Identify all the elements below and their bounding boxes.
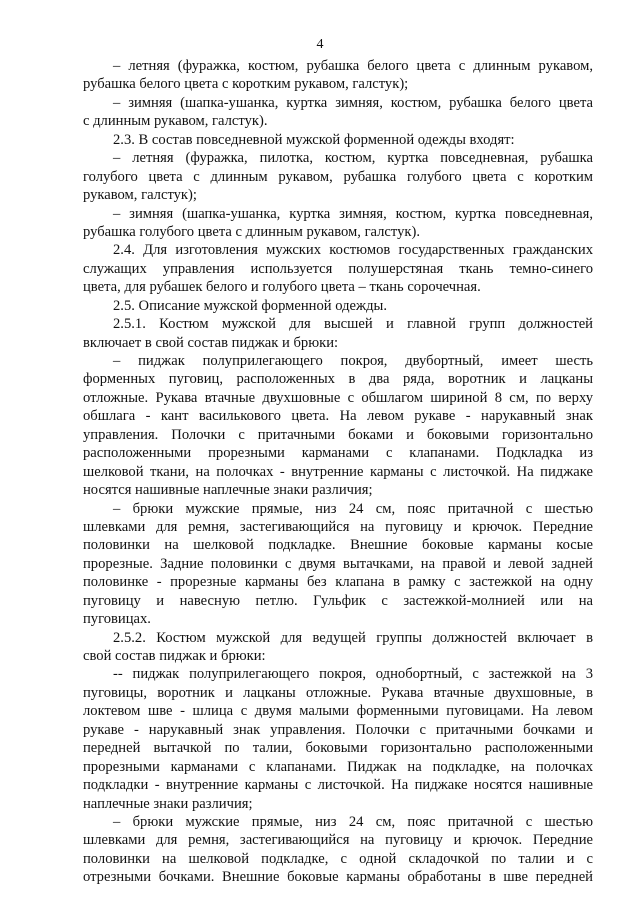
text-line: отложные. Рукава втачные двухшовные с обшлагом шириной 8 см, по верху [83, 389, 593, 406]
text-line: шлевками для ремня, застегивающийся на пуговицу и крючок. Передние [83, 518, 593, 535]
text-line: с длинным рукавом, галстук). [83, 113, 268, 130]
text-line: обшлага - кант василькового цвета. На левом рукаве - нарукавный знак [83, 408, 593, 425]
text-line: пуговицы, воротник и лацканы отложные. Рукава втачные двухшовные, в [83, 684, 593, 701]
text-line: шлевками для ремня, застегивающийся на пуговицу и крючок. Передние [83, 832, 593, 849]
text-line: рукаве - нарукавный знак управления. Полочки с притачными бочками и [83, 721, 593, 738]
text-line: – зимняя (шапка-ушанка, куртка зимняя, костюм, рубашка белого цвета [113, 94, 593, 111]
text-line: половинки на шелковой подкладке, с одной складочкой по талии и с [83, 850, 593, 867]
text-line: пуговицу и навесную петлю. Гульфик с застежкой-молнией или на [83, 592, 593, 609]
text-line: передней вытачкой по талии, боковыми горизонтально расположенными [83, 740, 593, 757]
text-line: расположенными прорезными карманами с клапанами. Подкладка из [83, 445, 593, 462]
text-line: 2.4. Для изготовления мужских костюмов государственных гражданских [113, 242, 593, 259]
text-line: рубашка голубого цвета с длинным рукавом, галстук). [83, 223, 420, 240]
text-line: наплечные знаки различия; [83, 795, 253, 812]
text-line: управления. Полочки с притачными боками и боковыми горизонтально [83, 426, 593, 443]
text-line: – брюки мужские прямые, низ 24 см, пояс притачной с шестью [113, 500, 593, 517]
text-line: локтевом шве - шлица с двумя малыми форменными пуговицами. На левом [83, 703, 593, 720]
text-line: прорезные. Задние половинки с двумя вытачками, на правой и левой задней [83, 555, 593, 572]
document-body [83, 57, 593, 887]
text-line: служащих управления используется полушерстяная ткань темно-синего [83, 260, 593, 277]
text-line: -- пиджак полуприлегающего покроя, однобортный, с застежкой на 3 [113, 666, 593, 683]
text-line: половинке - прорезные карманы без клапана в рамку с застежкой на одну [83, 574, 593, 591]
text-line: цвета, для рубашек белого и голубого цвета – ткань сорочечная. [83, 279, 481, 296]
text-line: прорезными карманами с клапанами. Пиджак на подкладке, на полочках [83, 758, 593, 775]
text-line: голубого цвета с длинным рукавом, рубашка голубого цвета с коротким [83, 168, 593, 185]
text-line: – зимняя (шапка-ушанка, куртка зимняя, костюм, куртка повседневная, [113, 205, 593, 222]
text-line: отрезными бочками. Внешние боковые карманы обработаны в шве передней [83, 869, 593, 886]
text-line: – летняя (фуражка, пилотка, костюм, куртка повседневная, рубашка [113, 150, 593, 167]
text-line: – летняя (фуражка, костюм, рубашка белого цвета с длинным рукавом, [113, 58, 593, 74]
text-line: включает в свой состав пиджак и брюки: [83, 334, 339, 351]
text-line: половинки на шелковой подкладке. Внешние боковые карманы косые [83, 537, 593, 554]
text-line: рукавом, галстук); [83, 187, 197, 204]
text-line: носятся нашивные наплечные знаки различия; [83, 482, 373, 499]
text-line: подкладки - внутренние карманы с листочкой. На пиджаке носятся нашивные [83, 777, 593, 794]
text-line: рубашка белого цвета с коротким рукавом, галстук); [83, 76, 409, 93]
text-line: 2.5.1. Костюм мужской для высшей и главной групп должностей [113, 316, 593, 333]
text-line: 2.5. Описание мужской форменной одежды. [113, 297, 387, 314]
text-line: – пиджак полуприлегающего покроя, двубортный, имеет шесть [113, 353, 593, 369]
text-line: 2.5.2. Костюм мужской для ведущей группы должностей включает в [113, 629, 593, 646]
text-line: пуговицах. [83, 611, 151, 628]
text-line: шелковой ткани, на полочках - внутренние карманы с листочкой. На пиджаке [83, 463, 593, 480]
text-line: форменных пуговиц, расположенных в два ряда, воротник и лацканы [83, 371, 593, 388]
text-line: свой состав пиджак и брюки: [83, 648, 266, 664]
page-number: 4 [316, 37, 324, 52]
text-line: 2.3. В состав повседневной мужской форменной одежды входят: [113, 131, 515, 148]
text-line: – брюки мужские прямые, низ 24 см, пояс притачной с шестью [113, 813, 593, 830]
